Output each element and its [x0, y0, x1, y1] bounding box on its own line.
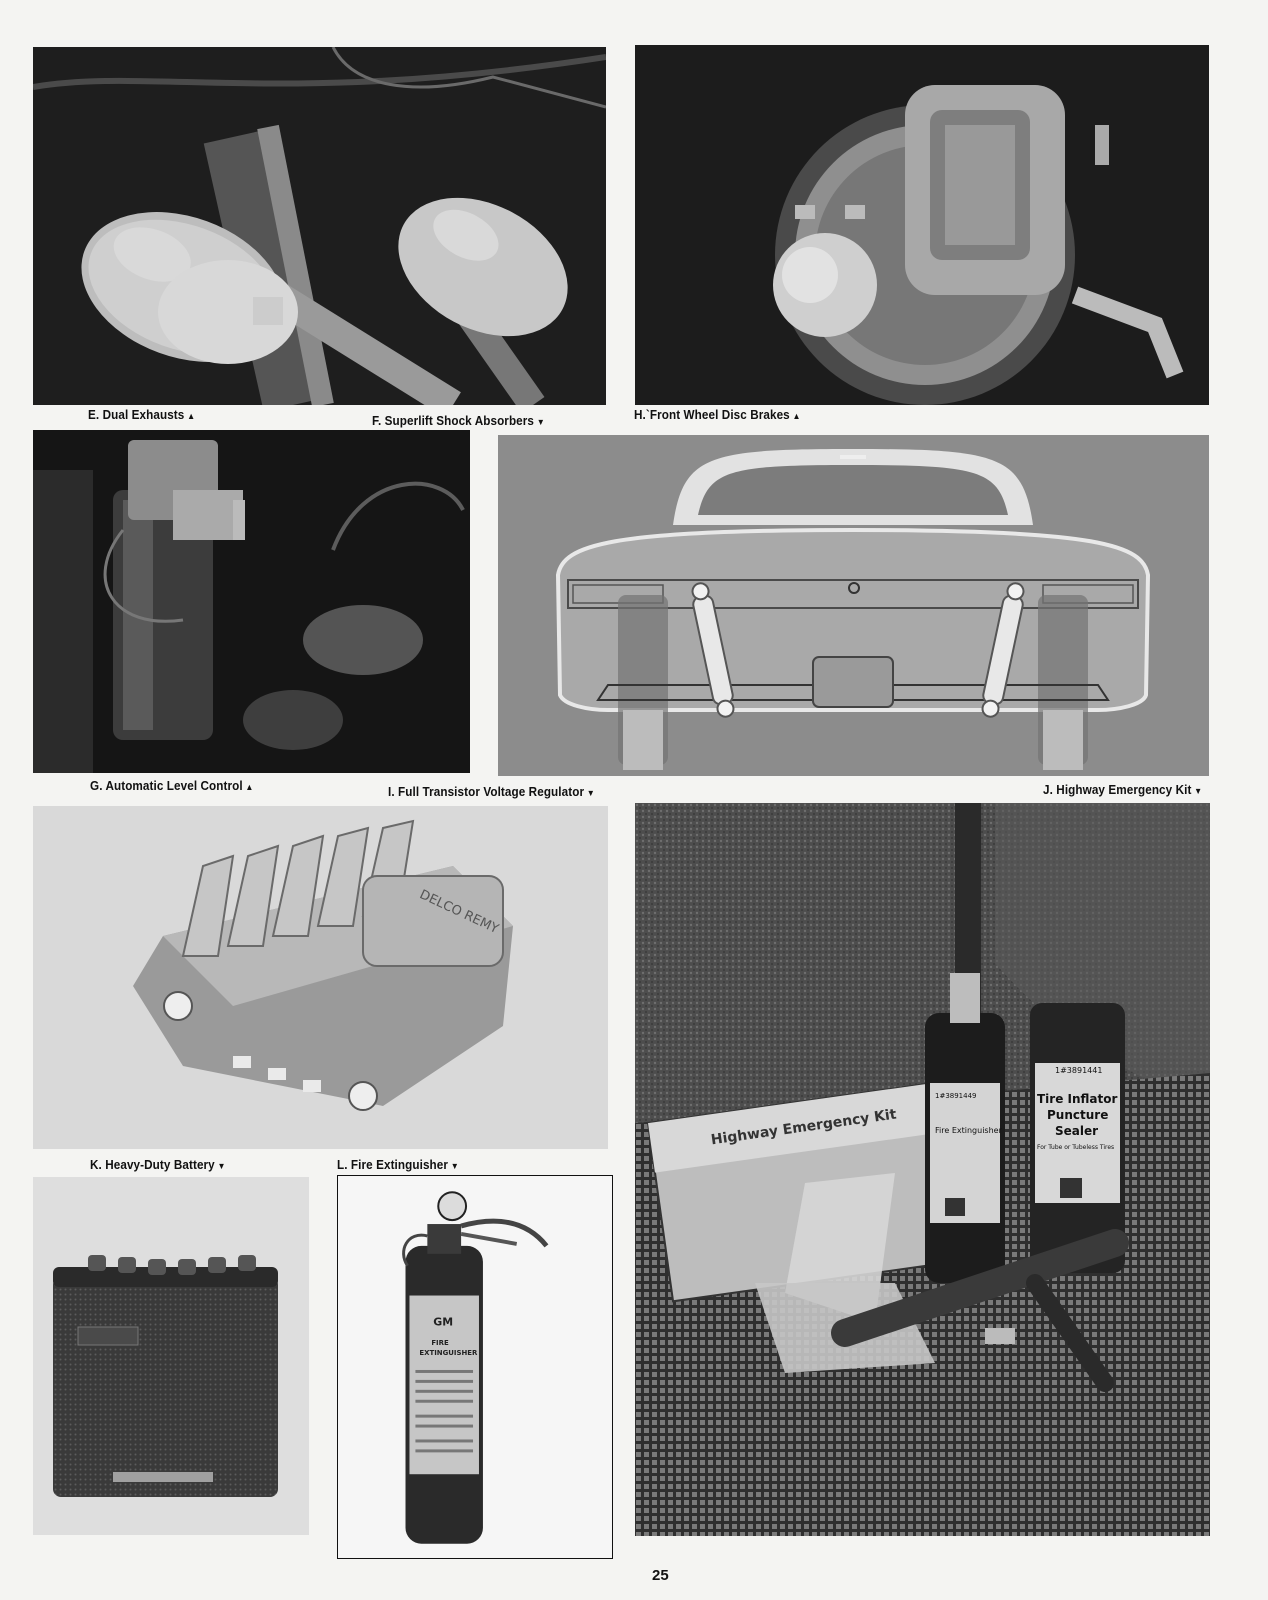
sealer-name-line1: Tire Inflator: [1037, 1092, 1118, 1106]
disc-brakes-illustration: [635, 45, 1209, 405]
dual-exhausts-illustration: [33, 47, 606, 405]
extinguisher-label-fire: FIRE: [431, 1339, 449, 1348]
extinguisher-kit-label: Fire Extinguisher: [935, 1126, 1002, 1135]
emergency-kit-illustration: [635, 803, 1210, 1536]
caption-h: H.`Front Wheel Disc Brakes ▲: [634, 407, 801, 422]
caption-l: L. Fire Extinguisher ▼: [337, 1157, 459, 1172]
emergency-kit-photo: [635, 803, 1210, 1536]
caption-e: E. Dual Exhausts ▲: [88, 407, 196, 422]
regulator-embossing: DELCO REMY: [417, 887, 501, 937]
sealer-name-line2: Puncture: [1047, 1108, 1109, 1122]
kit-box-label: Highway Emergency Kit: [709, 1106, 898, 1149]
car-rear-diagram: [498, 435, 1209, 776]
dual-exhausts-photo: [33, 47, 606, 405]
battery-photo: [33, 1177, 309, 1535]
fire-extinguisher-photo: [337, 1175, 613, 1559]
sealer-name-line3: Sealer: [1055, 1124, 1099, 1138]
extinguisher-gm-logo: GM: [433, 1315, 454, 1329]
car-rear-illustration: [498, 435, 1209, 776]
page-number: 25: [652, 1567, 669, 1584]
caption-k: K. Heavy-Duty Battery ▼: [90, 1157, 226, 1172]
caption-j: J. Highway Emergency Kit ▼: [1043, 782, 1203, 797]
level-control-illustration: [33, 430, 470, 773]
fire-extinguisher-illustration: [338, 1176, 612, 1558]
sealer-subtitle: For Tube or Tubeless Tires: [1037, 1144, 1115, 1151]
caption-i: I. Full Transistor Voltage Regulator ▼: [388, 784, 595, 799]
caption-f: F. Superlift Shock Absorbers ▼: [372, 413, 545, 428]
voltage-regulator-photo: [33, 806, 608, 1149]
sealer-part-number: 1#3891441: [1055, 1066, 1103, 1075]
caption-g: G. Automatic Level Control ▲: [90, 778, 254, 793]
disc-brakes-photo: [635, 45, 1209, 405]
extinguisher-label-extinguisher: EXTINGUISHER: [419, 1349, 478, 1358]
battery-illustration: [33, 1177, 309, 1535]
extinguisher-part-number: 1#3891449: [935, 1092, 977, 1100]
voltage-regulator-illustration: [33, 806, 608, 1149]
level-control-photo: [33, 430, 470, 773]
